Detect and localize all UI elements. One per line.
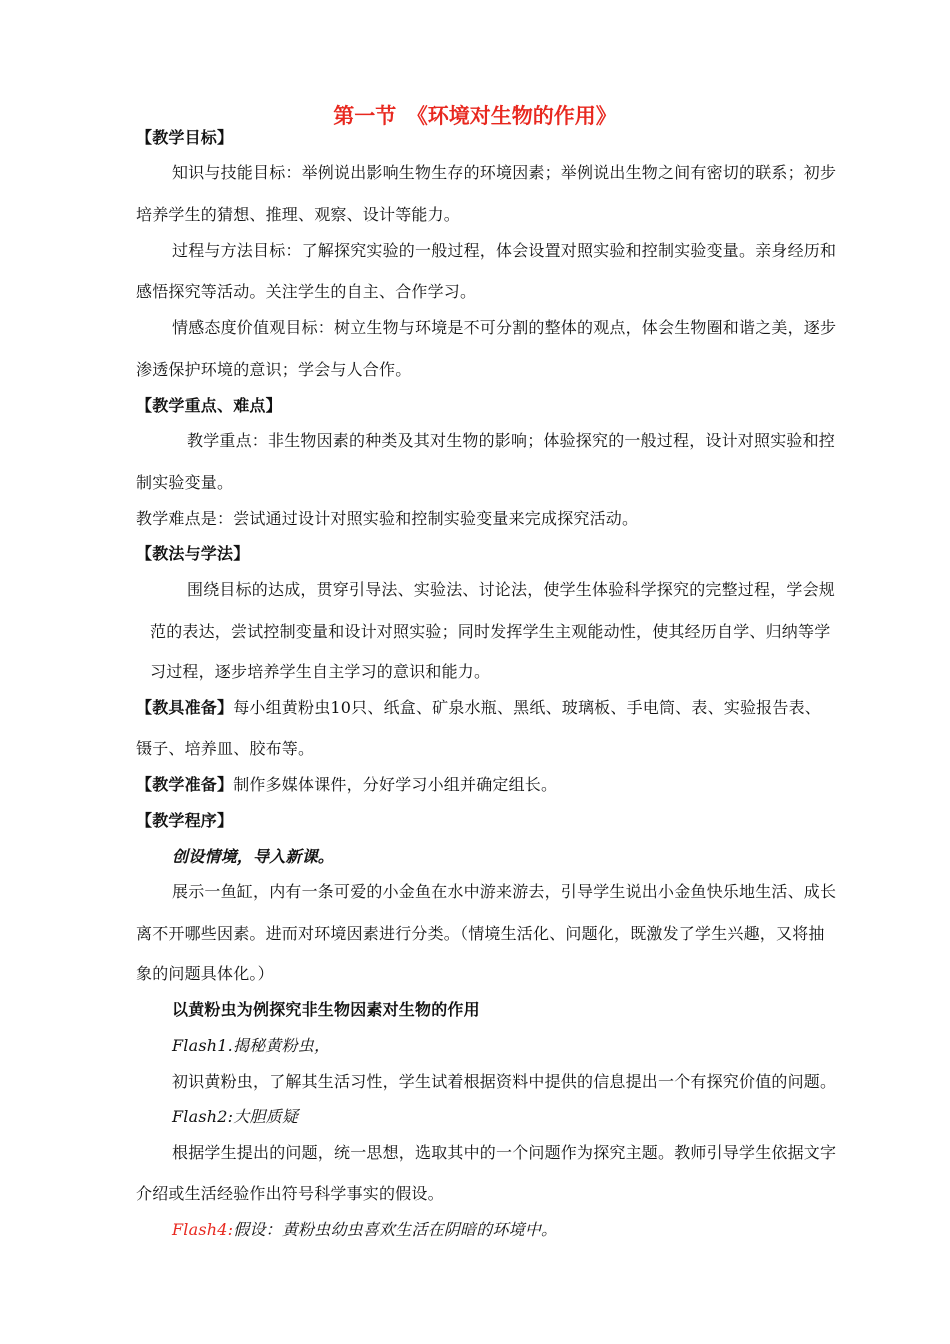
paragraph-goal3-line2: 渗透保护环境的意识；学会与人合作。 xyxy=(136,360,412,379)
flash2-label: Flash2:大胆质疑 xyxy=(172,1107,299,1126)
paragraph-goal2-line2: 感悟探究等活动。关注学生的自主、合作学习。 xyxy=(136,282,477,301)
paragraph-intro-line1: 展示一鱼缸，内有一条可爱的小金鱼在水中游来游去，引导学生说出小金鱼快乐地生活、成长 xyxy=(172,882,837,901)
paragraph-intro-line2: 离不开哪些因素。进而对环境因素进行分类。（情境生活化、问题化，既激发了学生兴趣，又将抽 xyxy=(136,924,825,943)
paragraph-intro-line3: 象的问题具体化。） xyxy=(136,964,274,983)
paragraph-flash2-line1: 根据学生提出的问题，统一思想，选取其中的一个问题作为探究主题。教师引导学生依据文字 xyxy=(172,1143,837,1162)
flash1-label: Flash1.揭秘黄粉虫， xyxy=(172,1036,331,1055)
paragraph-tools-line2: 镊子、培养皿、胶布等。 xyxy=(136,739,315,758)
heading-prep: 【教学准备】 xyxy=(136,775,234,794)
heading-procedure: 【教学程序】 xyxy=(136,811,234,830)
paragraph-goal1-line1: 知识与技能目标：举例说出影响生物生存的环境因素；举例说出生物之间有密切的联系；初步 xyxy=(172,163,837,182)
paragraph-goal1-line2: 培养学生的猜想、推理、观察、设计等能力。 xyxy=(136,205,461,224)
paragraph-flash2-line2: 介绍或生活经验作出符号科学事实的假设。 xyxy=(136,1184,444,1203)
paragraph-key-line2: 制实验变量。 xyxy=(136,473,234,492)
paragraph-goal2-line1: 过程与方法目标：了解探究实验的一般过程，体会设置对照实验和控制实验变量。亲身经历和 xyxy=(172,241,837,260)
subheading-explore: 以黄粉虫为例探究非生物因素对生物的作用 xyxy=(172,1000,480,1019)
document-title: 第一节 《环境对生物的作用》 xyxy=(333,104,617,128)
paragraph-method-line1: 围绕目标的达成，贯穿引导法、实验法、讨论法，使学生体验科学探究的完整过程，学会规 xyxy=(187,580,836,599)
flash4-line xyxy=(172,1220,557,1240)
heading-tools: 【教具准备】 xyxy=(136,698,234,717)
heading-key-points: 【教学重点、难点】 xyxy=(136,396,282,415)
prep-text: 制作多媒体课件，分好学习小组并确定组长。 xyxy=(233,775,558,794)
paragraph-difficulty: 教学难点是：尝试通过设计对照实验和控制实验变量来完成探究活动。 xyxy=(136,509,639,528)
subheading-intro: 创设情境，导入新课。 xyxy=(172,847,335,866)
paragraph-method-line3: 习过程，逐步培养学生自主学习的意识和能力。 xyxy=(150,662,491,681)
tools-text: 每小组黄粉虫10只、纸盒、矿泉水瓶、黑纸、玻璃板、手电筒、表、实验报告表、 xyxy=(233,698,821,717)
heading-teaching-goals: 【教学目标】 xyxy=(136,128,234,147)
flash4-label: Flash4: xyxy=(172,1220,234,1239)
flash4-text: 假设：黄粉虫幼虫喜欢生活在阴暗的环境中。 xyxy=(233,1220,558,1239)
heading-methods: 【教法与学法】 xyxy=(136,544,250,563)
paragraph-prep xyxy=(136,775,557,795)
paragraph-key-line1: 教学重点：非生物因素的种类及其对生物的影响；体验探究的一般过程，设计对照实验和控 xyxy=(187,431,836,450)
paragraph-goal3-line1: 情感态度价值观目标：树立生物与环境是不可分割的整体的观点，体会生物圈和谐之美，逐步 xyxy=(172,318,837,337)
paragraph-method-line2: 范的表达，尝试控制变量和设计对照实验；同时发挥学生主观能动性，使其经历自学、归纳等学 xyxy=(150,622,831,641)
paragraph-tools-line1 xyxy=(136,698,821,718)
paragraph-flash1: 初识黄粉虫，了解其生活习性，学生试着根据资料中提供的信息提出一个有探究价值的问题。 xyxy=(172,1072,837,1091)
